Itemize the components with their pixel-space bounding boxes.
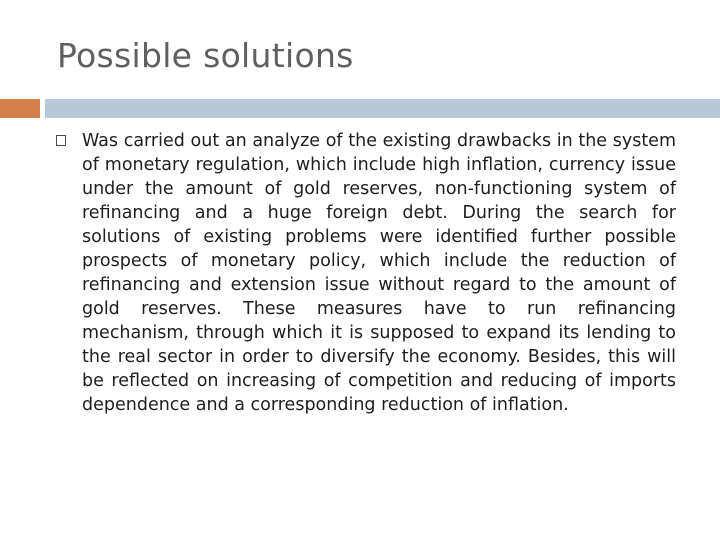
- slide-title: Possible solutions: [57, 36, 354, 75]
- square-bullet-icon: [56, 135, 66, 146]
- body-paragraph: Was carried out an analyze of the existing drawbacks in the system of monetary regulation, which include high inflation, currency issue under the amount of gold reserves, non-functioning system of refinancing and a huge foreign debt. During the search for solutions of existing problems were identified further possible prospects of monetary policy, which include the reduction of refinancing and extension issue without regard to the amount of gold reserves. These measures have to run refinancing mechanism, through which it is supposed to expand its lending to the real sector in order to diversify the economy. Besides, this will be reflected on increasing of competition and reducing of imports dependence and a corresponding reduction of inflation.: [82, 131, 676, 415]
- title-divider-bar: [45, 99, 720, 118]
- title-accent-bar: [0, 99, 40, 118]
